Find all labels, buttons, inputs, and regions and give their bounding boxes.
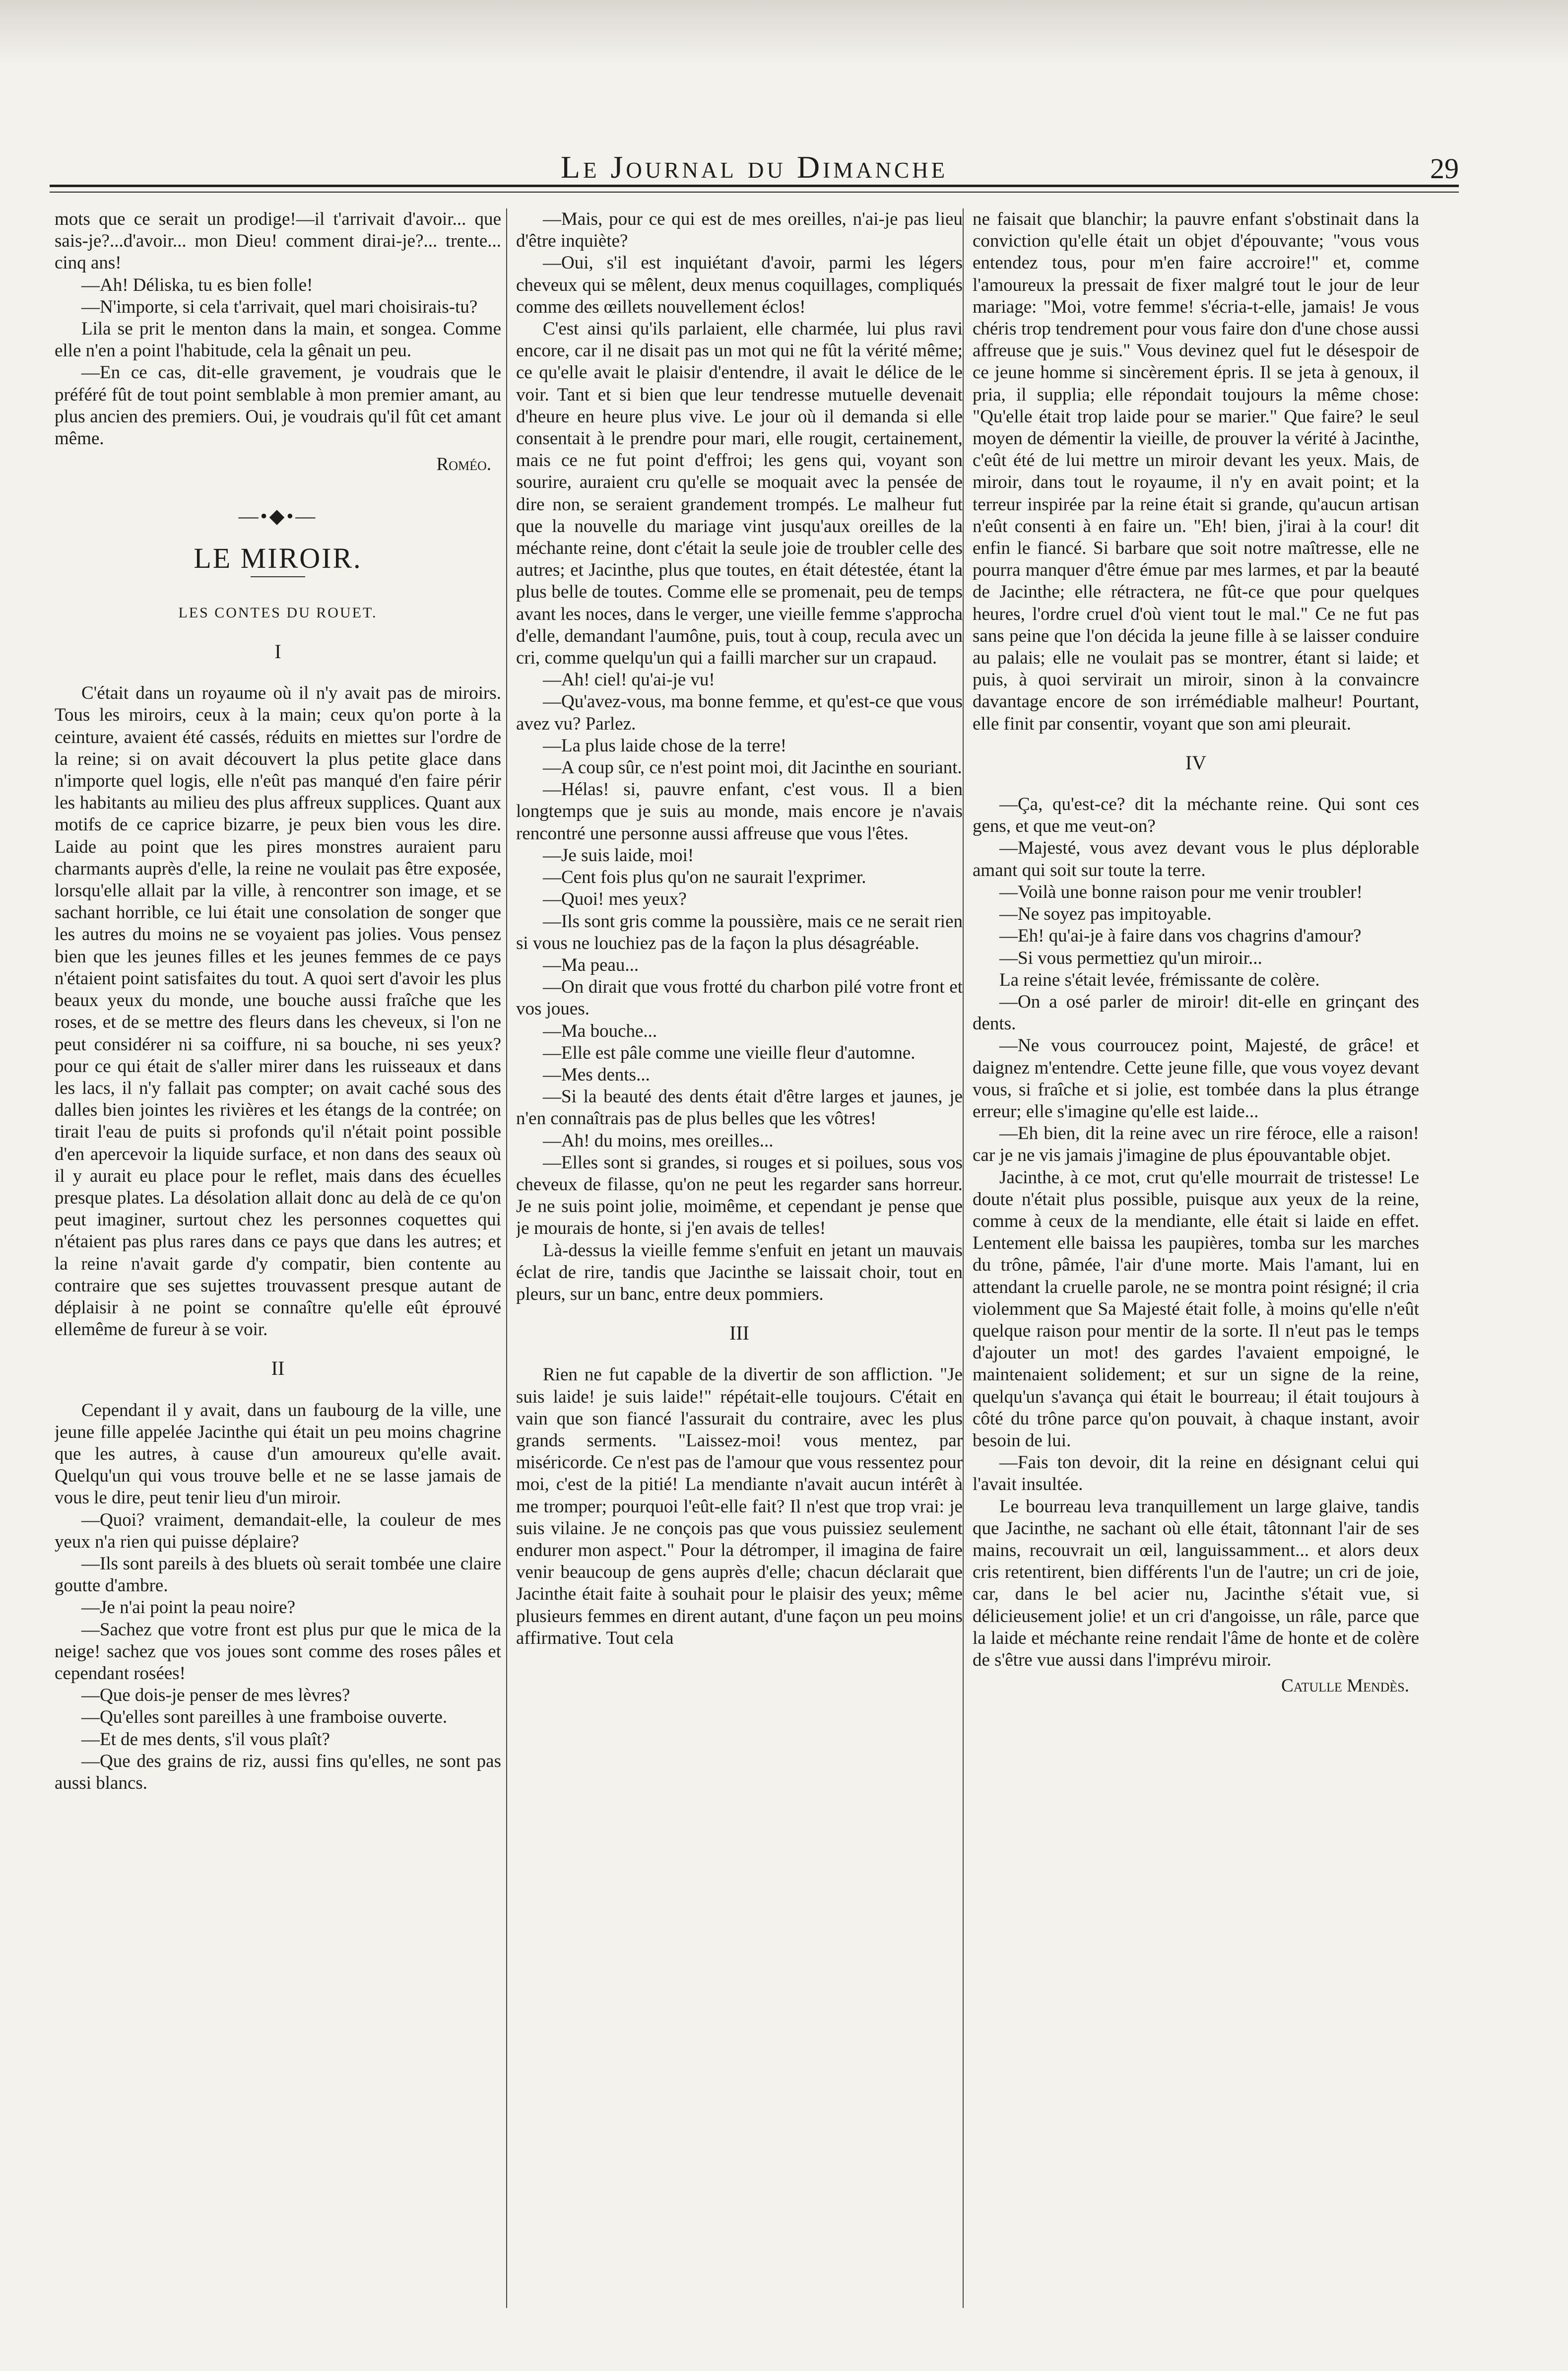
paragraph: —Qu'avez-vous, ma bonne femme, et qu'est-ce que vous avez vu? Parlez. [516, 691, 963, 734]
paragraph: —Eh bien, dit la reine avec un rire féroce, elle a raison! car je ne vis jamais j'imagine de plus épouvantable objet. [973, 1123, 1419, 1166]
paragraph: —Majesté, vous avez devant vous le plus déplorable amant qui soit sur toute la terre. [973, 838, 1419, 881]
paragraph: —Ma peau... [543, 954, 639, 975]
paragraph: —Si la beauté des dents était d'être larges et jaunes, je n'en connaîtrais pas de plus belles que les vôtres! [516, 1086, 963, 1129]
paragraph: —Oui, s'il est inquiétant d'avoir, parmi les légers cheveux qui se mêlent, deux menus coquillages, compliqués comme des œillets nouvellement éclos! [516, 253, 963, 317]
paragraph: —Cent fois plus qu'on ne saurait l'exprimer. [543, 867, 866, 888]
paragraph: Jacinthe, à ce mot, crut qu'elle mourrait de tristesse! Le doute n'était plus possible, puisque aux yeux de la reine, comme à ceux de la mendiante, elle était si laide en effet. Lentement elle baissa les paupières, tomba sur les marches du trône, pâmée, l'air d'une morte. Mais l'amant, lui en attendant la cruelle parole, ne se montra point résigné; il cria violemment que Sa Majesté était folle, à moins qu'elle n'eût quelque raison pour mentir de la sorte. Il n'eut pas le temps d'ajouter un mot! des gardes l'avaient empoigné, le maintenaient solidement; et sur un signe de la reine, quelqu'un s'avança qui était le bourreau; il était toujours à côté du trône parce qu'on pouvait, à chaque instant, avoir besoin de lui. [973, 1167, 1419, 1451]
paragraph: —Elles sont si grandes, si rouges et si poilues, sous vos cheveux de filasse, qu'on ne peut les regarder sans horreur. Je ne suis point jolie, moimême, et cependant je pense que je mourais de honte, si j'en avais de telles! [516, 1152, 963, 1239]
section-number: II [271, 1357, 285, 1380]
scan-edge [0, 0, 1568, 65]
paragraph: C'est ainsi qu'ils parlaient, elle charmée, lui plus ravi encore, car il ne disait pas un mot qui ne fût la vérité même; ce qu'elle avait le plaisir d'entendre, il avait le délice de le voir. Tant et si bien que leur tendresse mutuelle devenait d'heure en heure plus vive. Le jour où il demanda si elle consentait à le prendre pour mari, elle rougit, certainement, mais ce ne fut point d'effroi; les gens qui, voyant son sourire, auraient cru qu'elle se moquait avec la pensée de dire non, se seraient grandement trompés. Le malheur fut que la nouvelle du mariage vint jusqu'aux oreilles de la méchante reine, dont c'était la seule joie de troubler celle des autres; et Jacinthe, plus que toutes, en était détestée, étant la plus belle de toutes. Comme elle se promenait, peu de temps avant les noces, dans le verger, une vieille femme s'approcha d'elle, demandant l'aumône, puis, tout à coup, recula avec un cri, comme quelqu'un qui a failli marcher sur un crapaud. [516, 319, 963, 669]
column-2 [516, 208, 963, 2308]
paragraph: —Sachez que votre front est plus pur que le mica de la neige! sachez que vos joues sont comme des roses pâles et cependant rosées! [55, 1619, 501, 1684]
header-rule-thin [50, 192, 1459, 193]
title-rule [251, 576, 305, 577]
paragraph: —Je suis laide, moi! [543, 845, 694, 866]
paragraph: —Ne soyez pas impitoyable. [999, 904, 1212, 925]
paragraph: —Je n'ai point la peau noire? [81, 1597, 295, 1618]
paragraph: —Mes dents... [543, 1064, 650, 1085]
paragraph: —Quoi! mes yeux? [543, 889, 687, 910]
section-flourish: —•◆•— [238, 505, 318, 528]
paragraph: —Ah! Déliska, tu es bien folle! [81, 274, 313, 295]
section-number: III [729, 1322, 749, 1345]
paragraph: —Hélas! si, pauvre enfant, c'est vous. Il a bien longtemps que je suis au monde, mais encore je n'avais rencontré une personne aussi affreuse que vous l'êtes. [516, 779, 963, 844]
paragraph: C'était dans un royaume où il n'y avait pas de miroirs. Tous les miroirs, ceux à la main; ceux qu'on porte à la ceinture, avaient été cassés, réduits en miettes sur l'ordre de la reine; si on avait découvert la plus petite glace dans n'importe quel logis, elle n'eût pas manqué d'en faire périr les habitants au milieu des plus affreux supplices. Quant aux motifs de ce caprice bizarre, je peux bien vous les dire. Laide au point que les pires monstres auraient paru charmants auprès d'elle, la reine ne voulait pas être exposée, lorsqu'elle allait par la ville, à rencontrer son image, et se sachant horrible, ce lui était une consolation de songer que les autres du moins ne se voyaient pas jolies. Vous pensez bien que les jeunes filles et les jeunes femmes de ce pays n'étaient point satisfaites du tout. A quoi sert d'avoir les plus beaux yeux du monde, une bouche aussi fraîche que les roses, et de se mettre des fleurs dans les cheveux, si l'on ne peut considérer ni sa coiffure, ni sa bouche, ni ses yeux? pour ce qui était de s'aller mirer dans les ruisseaux et dans les lacs, il n'y fallait pas compter; on avait caché sous des dalles bien jointes les rivières et les étangs de la contrée; on tirait l'eau de puits si profonds qu'il n'était point possible d'en apercevoir la liquide surface, et non dans des seaux où il y aurait eu place pour le reflet, mais dans des écuelles presque plates. La désolation allait donc au delà de ce qu'on peut imaginer, surtout chez les personnes coquettes qui n'étaient pas plus rares dans ce pays que dans les autres; et la reine n'avait garde d'y compatir, bien contente au contraire que ses sujettes trouvassent presque autant de déplaisir à ne point se connaître qu'elle eût éprouvé ellemême de fureur à se voir. [55, 683, 501, 1340]
paragraph: mots que ce serait un prodige!—il t'arrivait d'avoir... que sais-je?...d'avoir... mon Dieu! comment dirai-je?... trente... cinq ans! [55, 209, 501, 273]
paragraph: —Elle est pâle comme une vieille fleur d'automne. [543, 1042, 915, 1063]
paragraph: Cependant il y avait, dans un faubourg de la ville, une jeune fille appelée Jacinthe qui était un peu moins chagrine que les autres, à cause d'un amoureux qu'elle avait. Quelqu'un qui vous trouve belle et ne se lasse jamais de vous le dire, peut tenir lieu d'un miroir. [55, 1400, 501, 1508]
paragraph: —Quoi? vraiment, demandait-elle, la couleur de mes yeux n'a rien qui puisse déplaire? [55, 1509, 501, 1552]
page-number: 29 [1430, 152, 1459, 185]
paragraph: Rien ne fut capable de la divertir de son affliction. "Je suis laide! je suis laide!" répétait-elle toujours. C'était en vain que son fiancé l'assurait du contraire, avec les plus grands serments. "Laissez-moi! vous mentez, par miséricorde. Ce n'est pas de l'amour que vous ressentez pour moi, c'est de la pitié! La mendiante n'avait aucun intérêt à me tromper; pourquoi l'eût-elle fait? Il n'est que trop vrai: je suis vilaine. Je ne conçois pas que vous puissiez seulement endurer mon aspect." Pour la détromper, il imagina de faire venir beaucoup de gens auprès d'elle; chacun déclarait que Jacinthe était faite à souhait pour le plaisir des yeux; même plusieurs femmes en dirent autant, d'une façon un peu moins affirmative. Tout cela [516, 1364, 963, 1648]
page-header [50, 149, 1459, 189]
paragraph: —A coup sûr, ce n'est point moi, dit Jacinthe en souriant. [543, 757, 962, 778]
paragraph: —Que des grains de riz, aussi fins qu'elles, ne sont pas aussi blancs. [55, 1751, 501, 1793]
paragraph: —Si vous permettiez qu'un miroir... [999, 948, 1262, 968]
paragraph: —Eh! qu'ai-je à faire dans vos chagrins d'amour? [999, 926, 1362, 947]
paragraph: —Ah! ciel! qu'ai-je vu! [543, 670, 715, 690]
paragraph: —On dirait que vous frotté du charbon pilé votre front et vos joues. [516, 977, 963, 1019]
story-subtitle: LES CONTES DU ROUET. [178, 604, 378, 621]
paragraph: ne faisait que blanchir; la pauvre enfant s'obstinait dans la conviction qu'elle était un objet d'épouvante; "vous vous entendez tous, pour m'en faire accroire!" et, comme l'amoureux la pressait de fixer malgré tout le jour de leur mariage: "Moi, votre femme! s'écria-t-elle, jamais! Je vous chéris trop tendrement pour vous faire don d'une chose aussi affreuse que je suis." Vous devinez quel fut le désespoir de ce jeune homme si sincèrement épris. Il se jeta à genoux, il pria, il supplia; elle répondait toujours la même chose: "Qu'elle était trop laide pour se marier." Que faire? le seul moyen de démentir la vieille, de prouver la vérité à Jacinthe, c'eût été de lui mettre un miroir devant les yeux. Mais, de miroir, dans tout le royaume, il n'y en avait point; et la terreur inspirée par la reine était si grande, qu'aucun artisan n'eût consenti à en faire un. "Eh! bien, j'irai à la cour! dit enfin le fiancé. Si barbare que soit notre maîtresse, elle ne pourra manquer d'être émue par mes larmes, et par la beauté de Jacinthe; elle rétractera, ne fût-ce que pour quelques heures, l'ordre cruel d'où vient tout le mal." Ce ne fut pas sans peine que l'on décida la jeune fille à se laisser conduire au palais; elle ne voulait pas se montrer, étant si laide; et puis, à quoi servirait un miroir, sinon à la convaincre davantage encore de son irrémédiable malheur! Pourtant, elle finit par consentir, voyant que son ami pleurait. [973, 209, 1419, 734]
author-signature: Roméo. [436, 454, 491, 475]
header-rule-thick [50, 185, 1459, 187]
paragraph: —Et de mes dents, s'il vous plaît? [81, 1729, 330, 1750]
column-3 [973, 208, 1419, 2308]
paragraph: —Voilà une bonne raison pour me venir troubler! [999, 881, 1363, 902]
section-number: I [274, 640, 281, 663]
paragraph: —Fais ton devoir, dit la reine en désignant celui qui l'avait insultée. [973, 1452, 1419, 1495]
paragraph: —En ce cas, dit-elle gravement, je voudrais que le préféré fût de tout point semblable à mon premier amant, au plus ancien des premiers. Oui, je voudrais qu'il fût cet amant même. [55, 362, 501, 449]
story-title: LE MIROIR. [194, 542, 362, 574]
journal-title: Le Journal du Dimanche [560, 149, 948, 185]
paragraph: —On a osé parler de miroir! dit-elle en grinçant des dents. [973, 991, 1419, 1034]
author-signature: Catulle Mendès. [1281, 1676, 1409, 1696]
paragraph: —Ils sont gris comme la poussière, mais ce ne serait rien si vous ne louchiez pas de la façon la plus désagréable. [516, 911, 963, 953]
paragraph: La reine s'était levée, frémissante de colère. [999, 969, 1320, 990]
paragraph: —La plus laide chose de la terre! [543, 735, 787, 756]
paragraph: Lila se prit le menton dans la main, et songea. Comme elle n'en a point l'habitude, cela la gênait un peu. [55, 319, 501, 361]
column-separator [506, 208, 507, 2308]
section-number: IV [1185, 751, 1207, 774]
paragraph: —N'importe, si cela t'arrivait, quel mari choisirais-tu? [81, 296, 478, 317]
column-separator [963, 208, 964, 2308]
paragraph: Le bourreau leva tranquillement un large glaive, tandis que Jacinthe, ne sachant où elle était, tâtonnant l'air de ses mains, recouvrait un œil, languissamment... et alors deux cris retentirent, bien différents l'un de l'autre; un cri de joie, car, dans le bel acier nu, Jacinthe s'était vue, si délicieusement jolie! et un cri d'angoisse, un râle, parce que la laide et méchante reine rendait l'âme de honte et de colère de s'être vue aussi dans l'imprévu miroir. [973, 1496, 1419, 1670]
paragraph: —Ils sont pareils à des bluets où serait tombée une claire goutte d'ambre. [55, 1553, 501, 1596]
paragraph: —Que dois-je penser de mes lèvres? [81, 1685, 350, 1706]
paragraph: —Ma bouche... [543, 1020, 657, 1041]
paragraph: —Ça, qu'est-ce? dit la méchante reine. Qui sont ces gens, et que me veut-on? [973, 794, 1419, 837]
paragraph: —Ne vous courroucez point, Majesté, de grâce! et daignez m'entendre. Cette jeune fille, que vous voyez devant vous, si fraîche et si jolie, est tombée dans la plus étrange erreur; elle s'imagine qu'elle est laide... [973, 1035, 1419, 1122]
paragraph: —Ah! du moins, mes oreilles... [543, 1130, 774, 1151]
column-1 [55, 208, 501, 2308]
paragraph: —Qu'elles sont pareilles à une framboise ouverte. [81, 1707, 448, 1728]
paragraph: —Mais, pour ce qui est de mes oreilles, n'ai-je pas lieu d'être inquiète? [516, 209, 963, 252]
paragraph: Là-dessus la vieille femme s'enfuit en jetant un mauvais éclat de rire, tandis que Jacinthe se laissait choir, tout en pleurs, sur un banc, entre deux pommiers. [516, 1240, 963, 1304]
